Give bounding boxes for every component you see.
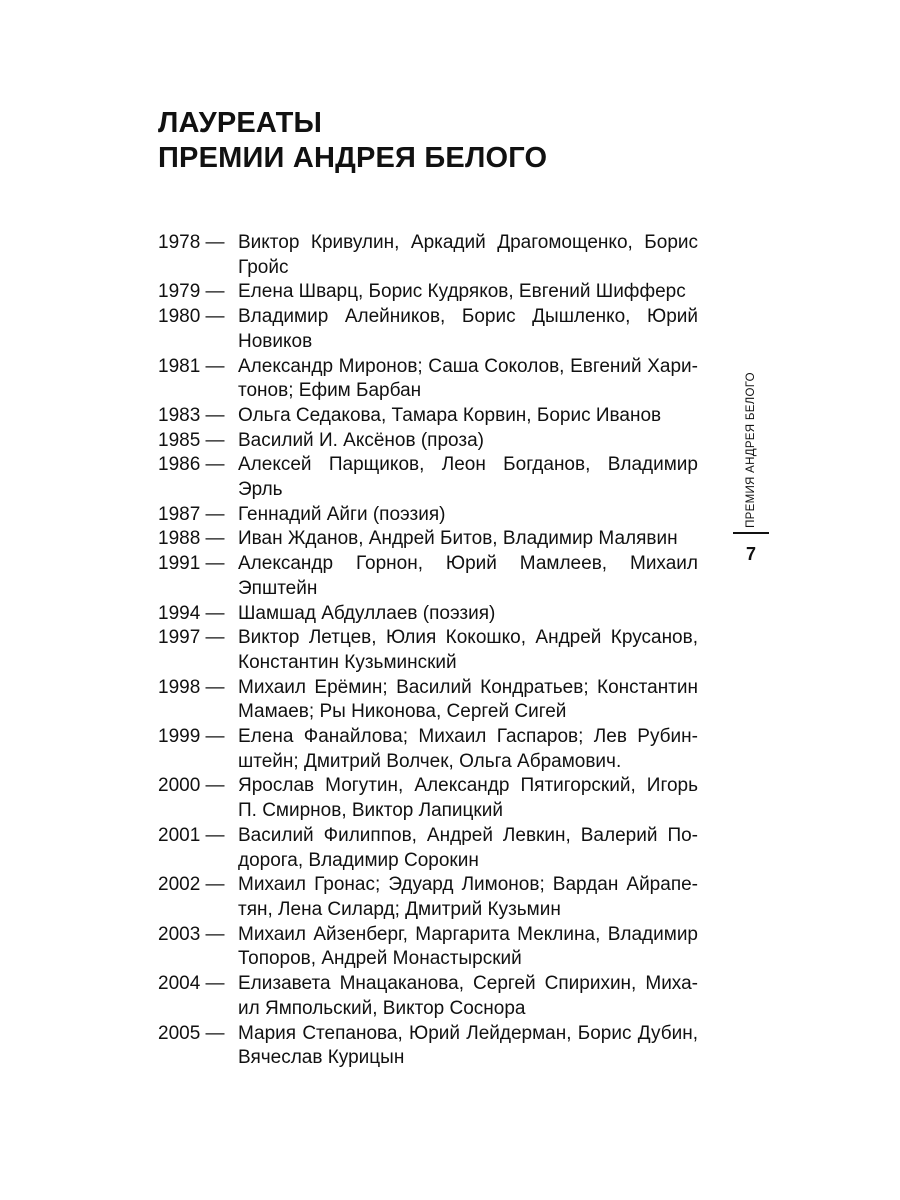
laureate-names: Елизавета Мнацаканова, Сергей Спирихин, Михаил Ямпольский, Виктор Соснора (238, 973, 698, 1019)
year: 1987 — (158, 503, 225, 525)
year: 1981 — (158, 355, 225, 377)
year: 1991 — (158, 553, 225, 575)
laureate-names: Иван Жданов, Андрей Битов, Владимир Малявин (238, 528, 678, 550)
year: 2003 — (158, 923, 225, 945)
year: 1986 — (158, 454, 225, 476)
list-item (158, 1022, 698, 1071)
year: 1998 — (158, 676, 225, 698)
list-item (158, 305, 698, 354)
list-item (158, 972, 698, 1021)
list-item (158, 626, 698, 675)
year: 2002 — (158, 874, 225, 896)
laureate-names: Елена Фанайлова; Михаил Гаспаров; Лев Рубинштейн; Дмитрий Волчек, Ольга Абрамович. (238, 726, 698, 772)
laureates-list (158, 231, 698, 1071)
year: 1983 — (158, 404, 225, 426)
title-line-2: ПРЕМИИ АНДРЕЯ БЕЛОГО (158, 142, 548, 174)
list-item (158, 355, 698, 404)
year: 1988 — (158, 528, 225, 550)
page-number: 7 (745, 544, 756, 564)
list-item (158, 552, 698, 601)
list-item (158, 527, 698, 552)
list-item (158, 280, 698, 305)
list-item (158, 676, 698, 725)
year: 1997 — (158, 627, 225, 649)
year: 1980 — (158, 306, 225, 328)
year: 1985 — (158, 429, 225, 451)
year: 2004 — (158, 973, 225, 995)
list-item (158, 725, 698, 774)
laureate-names: Ярослав Могутин, Александр Пятигорский, Игорь П. Смирнов, Виктор Лапицкий (238, 775, 698, 822)
laureate-names: Александр Миронов; Саша Соколов, Евгений Харитонов; Ефим Барбан (238, 355, 698, 402)
laureate-names: Михаил Гронас; Эдуард Лимонов; Вардан Айрапетян, Лена Силард; Дмитрий Кузьмин (238, 874, 698, 920)
year: 1979 — (158, 281, 225, 303)
laureate-names: Владимир Алейников, Борис Дышленко, Юрий Новиков (238, 306, 698, 352)
laureate-names: Василий Филиппов, Андрей Левкин, Валерий Подорога, Владимир Сорокин (238, 824, 698, 871)
list-item (158, 923, 698, 972)
list-item (158, 404, 698, 429)
page-number-rule (733, 532, 769, 534)
title-line-1: ЛАУРЕАТЫ (158, 107, 323, 139)
year: 1978 — (158, 232, 225, 253)
laureate-names: Александр Горнон, Юрий Мамлеев, Михаил Эпштейн (238, 553, 698, 599)
year: 1999 — (158, 726, 225, 748)
laureate-names: Василий И. Аксёнов (проза) (238, 429, 484, 451)
list-item (158, 873, 698, 922)
laureate-names: Мария Степанова, Юрий Лейдерман, Борис Дубин, Вячеслав Курицын (238, 1022, 698, 1069)
laureate-names: Михаил Айзенберг, Маргарита Меклина, Владимир Топоров, Андрей Монастырский (238, 923, 698, 970)
list-item (158, 602, 698, 627)
year: 2001 — (158, 824, 225, 846)
laureate-names: Шамшад Абдуллаев (поэзия) (238, 602, 496, 624)
year: 1994 — (158, 602, 225, 624)
list-item (158, 453, 698, 502)
list-item (158, 824, 698, 873)
list-item (158, 429, 698, 454)
laureate-names: Виктор Летцев, Юлия Кокошко, Андрей Крусанов, Константин Кузьминский (238, 627, 698, 673)
laureate-names: Геннадий Айги (поэзия) (238, 503, 446, 525)
laureate-names: Ольга Седакова, Тамара Корвин, Борис Иванов (238, 404, 662, 426)
laureate-names: Елена Шварц, Борис Кудряков, Евгений Шифферс (238, 281, 686, 303)
list-item (158, 231, 698, 280)
year: 2000 — (158, 775, 225, 797)
year: 2005 — (158, 1022, 225, 1044)
laureate-names: Алексей Парщиков, Леон Богданов, Владимир Эрль (238, 454, 698, 501)
list-item (158, 503, 698, 528)
list-item (158, 774, 698, 823)
running-head: ПРЕМИЯ АНДРЕЯ БЕЛОГО (745, 372, 757, 528)
laureate-names: Михаил Ерёмин; Василий Кондратьев; Константин Мамаев; Ры Никонова, Сергей Сигей (238, 676, 698, 723)
page-title (158, 106, 547, 176)
laureate-names: Виктор Кривулин, Аркадий Драгомощенко, Борис Гройс (238, 232, 698, 278)
